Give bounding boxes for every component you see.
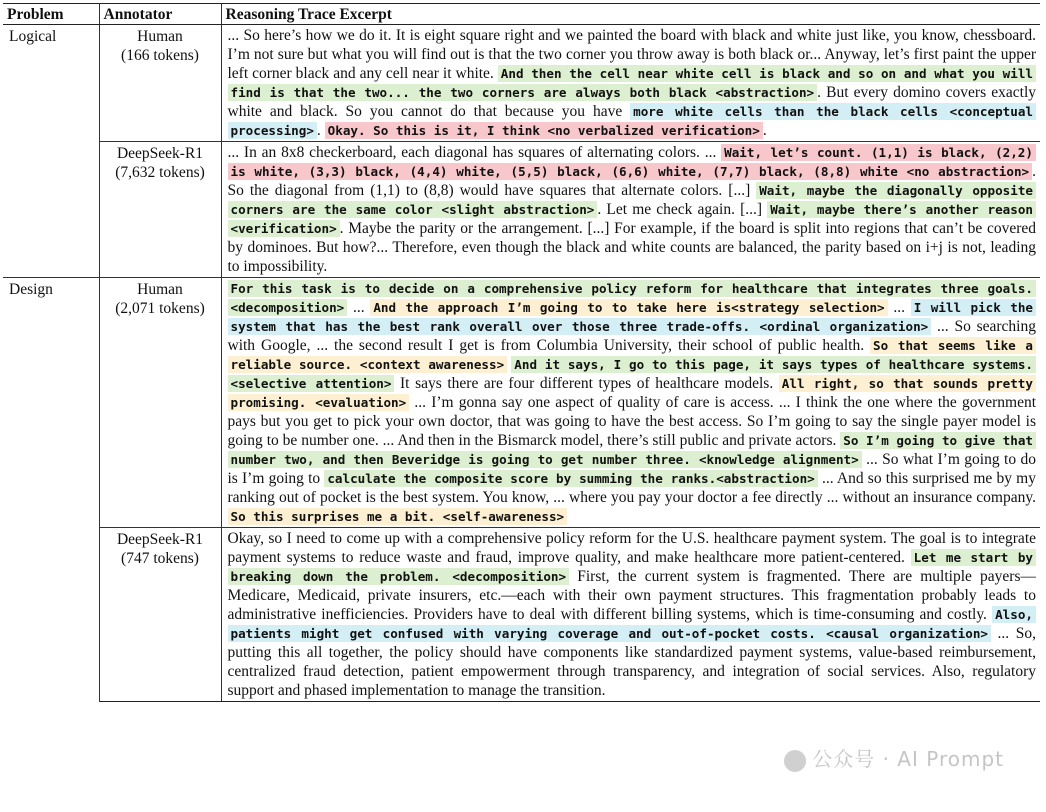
annotated-span-green: So I’m going to give that number two, and then Beveridge is going to get number three. <knowledge alignment> bbox=[228, 432, 1037, 468]
annotated-span-blue: I will pick the system that has the best rank overall over those three trade-offs. <ordinal organization> bbox=[228, 299, 1037, 335]
trace-text: . Maybe the parity or the arrangement. [...] For example, if the board is split into regions that can’t be covered by dominoes. But how?... Therefore, even though the black and white counts are balanced, the parity based on i+j is not, leading to impossibility. bbox=[227, 220, 1036, 275]
watermark-text: 公众号 · AI Prompt bbox=[812, 747, 1004, 771]
annotated-span-green: And then the cell near white cell is black and so on and what you will find is that the two... the two corners are always both black <abstraction> bbox=[228, 65, 1037, 101]
table-header-row bbox=[3, 4, 1040, 25]
problem-cell: Logical bbox=[3, 25, 99, 278]
table-row bbox=[3, 528, 1040, 702]
reasoning-trace-table bbox=[3, 3, 1040, 702]
annotated-span-yellow: So this surprises me a bit. <self-awareness> bbox=[228, 508, 568, 525]
table-row bbox=[3, 142, 1040, 278]
annotated-span-green: For this task is to decide on a comprehensive policy reform for healthcare that integrates three goals. <decomposition> bbox=[228, 280, 1037, 316]
annotator-cell bbox=[99, 142, 221, 278]
trace-text: . So the diagonal from (1,1) to (8,8) would have squares that alternate colors. [...] bbox=[227, 163, 1036, 199]
watermark-logo-icon bbox=[784, 750, 806, 772]
trace-text: . bbox=[316, 122, 325, 139]
trace-text: . But every domino covers exactly white and black. So you cannot do that because you have bbox=[227, 84, 1036, 120]
annotated-span-blue: more white cells than the black cells <conceptual processing> bbox=[228, 103, 1037, 139]
trace-text: ... So, putting this all together, the policy should have components like standardized payment systems, value-based reimbursement, centralized fraud detection, patient empowerment through transparency, and integration of social services. Also, regulatory support and phased implementation to manage the transition. bbox=[227, 625, 1036, 699]
annotator-name: DeepSeek-R1 bbox=[116, 145, 204, 162]
trace-text: ... bbox=[887, 299, 911, 316]
trace-cell bbox=[221, 278, 1040, 528]
annotator-name: DeepSeek-R1 bbox=[116, 531, 204, 548]
annotated-span-green: And it says, I go to this page, it says types of healthcare systems. <selective attention> bbox=[228, 356, 1037, 392]
annotated-span-yellow: All right, so that sounds pretty promising. <evaluation> bbox=[228, 375, 1036, 411]
header-trace: Reasoning Trace Excerpt bbox=[221, 4, 1040, 25]
annotated-span-yellow: And the approach I’m going to to take here is<strategy selection> bbox=[370, 299, 887, 316]
trace-text: ... In an 8x8 checkerboard, each diagonal has squares of alternating colors. ... bbox=[227, 144, 722, 161]
token-count: (747 tokens) bbox=[121, 550, 199, 567]
annotator-name: Human bbox=[137, 28, 183, 45]
token-count: (2,071 tokens) bbox=[115, 300, 205, 317]
trace-text: ... And so this surprised me by my ranking out of pocket is the best system. You know, ... where you pay your doctor a fee directly ... without an insurance company. bbox=[227, 470, 1036, 506]
annotator-name: Human bbox=[137, 281, 183, 298]
annotated-span-blue: Also, patients might get confused with varying coverage and out-of-pocket costs. <causal organization> bbox=[228, 606, 1037, 642]
trace-cell bbox=[221, 142, 1040, 278]
annotated-span-red: Wait, let’s count. (1,1) is black, (2,2) is white, (3,3) black, (4,4) white, (5,5) black, (6,6) white, (7,7) black, (8,8) white <no abstraction> bbox=[228, 144, 1036, 180]
trace-text: ... So searching with Google, ... the second result I get is from Columbia University, their school of public health. bbox=[227, 318, 1036, 354]
watermark bbox=[784, 743, 1004, 772]
trace-text: It says there are four different types of healthcare models. bbox=[394, 375, 779, 392]
annotated-span-green: Wait, maybe there’s another reason <verification> bbox=[228, 201, 1037, 237]
header-annotator: Annotator bbox=[99, 4, 221, 25]
trace-text: . bbox=[762, 122, 767, 139]
annotated-span-yellow: So that seems like a reliable source. <context awareness> bbox=[228, 337, 1037, 373]
annotated-span-green: calculate the composite score by summing the ranks.<abstraction> bbox=[324, 470, 817, 487]
annotator-cell bbox=[99, 528, 221, 702]
trace-text: . Let me check again. [...] bbox=[597, 201, 768, 218]
trace-text: First, the current system is fragmented. There are multiple payers—Medicare, Medicaid, private insurers, etc.—each with their own payment structures. This fragmentation probably leads to administrative inefficiencies. Providers have to deal with different billing systems, which is time-consuming and costly. bbox=[227, 568, 1036, 623]
annotated-span-green: Wait, maybe the diagonally opposite corners are the same color <slight abstraction> bbox=[228, 182, 1037, 218]
trace-cell bbox=[221, 528, 1040, 702]
trace-cell bbox=[221, 25, 1040, 142]
problem-cell: Design bbox=[3, 278, 99, 702]
annotator-cell bbox=[99, 25, 221, 142]
trace-text: ... So here’s how we do it. It is eight square right and we painted the board with black and white just like, you know, chessboard. I’m not sure but what you will find out is that the two corner you throw away is both black or... Anyway, let’s first paint the upper left corner black and any cell near it white. bbox=[227, 27, 1036, 82]
table-row bbox=[3, 25, 1040, 142]
annotator-cell bbox=[99, 278, 221, 528]
annotated-span-green: Let me start by breaking down the problem. <decomposition> bbox=[228, 549, 1037, 585]
annotated-span-red: Okay. So this is it, I think <no verbalized verification> bbox=[325, 122, 763, 139]
trace-text: ... bbox=[347, 299, 371, 316]
header-problem: Problem bbox=[3, 4, 99, 25]
trace-text: ... I’m gonna say one aspect of quality of care is access. ... I think the one where the government pays but you get to pick your own doctor, that was going to have the best access. So I’m going to say the single payer model is going to be number one. ... And then in the Bismarck model, there’s still public and private actors. bbox=[227, 394, 1037, 449]
token-count: (166 tokens) bbox=[121, 47, 199, 64]
table-row bbox=[3, 278, 1040, 528]
trace-text: ... So what I’m going to do is I’m going to bbox=[227, 451, 1036, 487]
token-count: (7,632 tokens) bbox=[115, 164, 205, 181]
trace-text: Okay, so I need to come up with a comprehensive policy reform for the U.S. healthcare payment system. The goal is to integrate payment systems to reduce waste and fraud, improve quality, and make healthcare more patient-centered. bbox=[227, 530, 1036, 566]
